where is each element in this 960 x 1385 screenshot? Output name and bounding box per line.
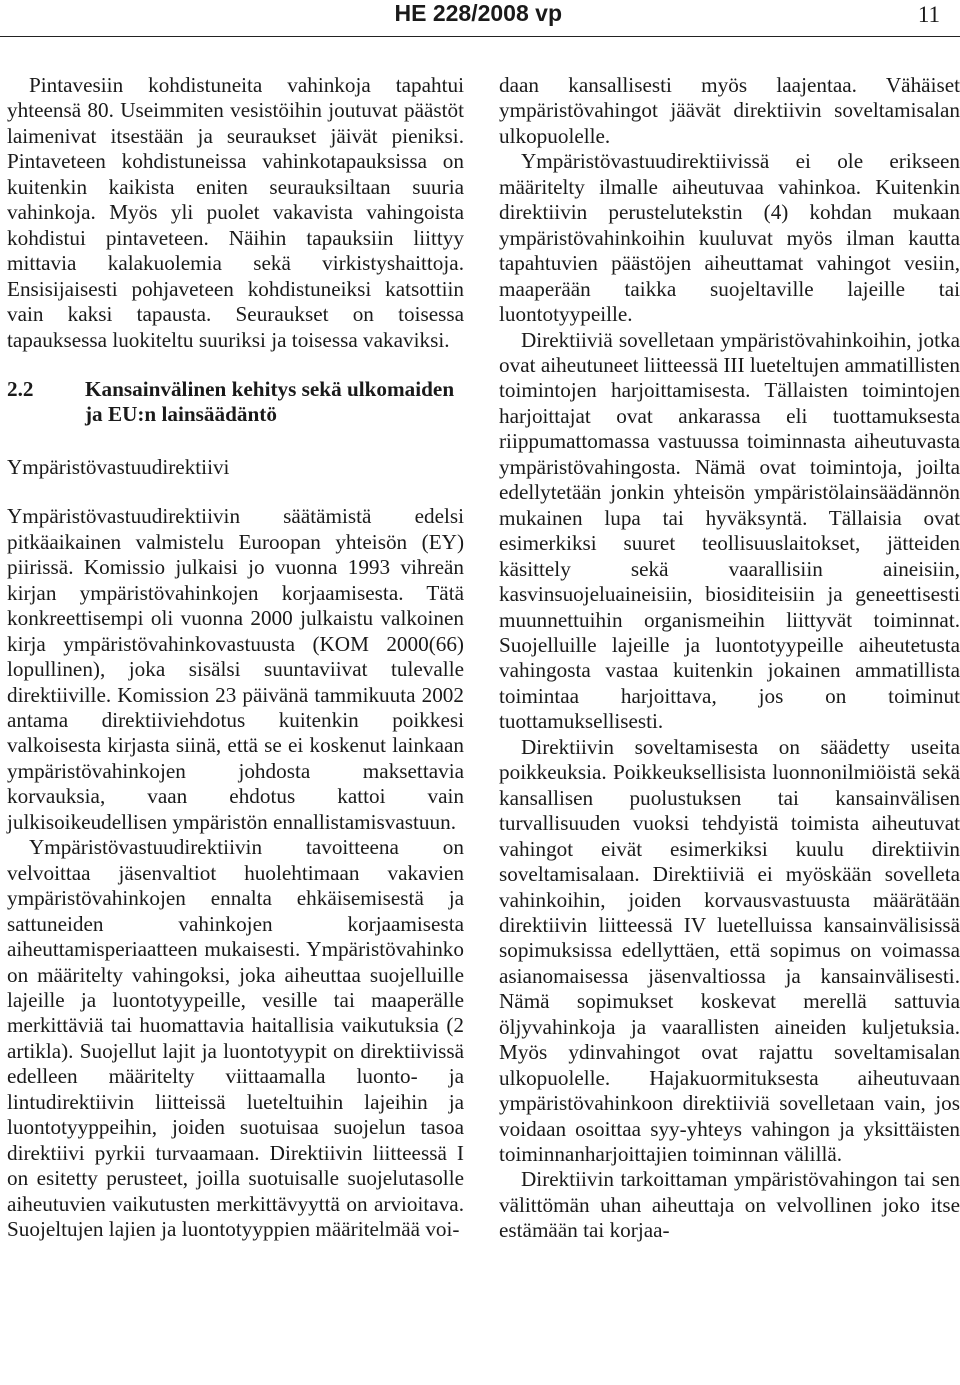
document-id: HE 228/2008 vp bbox=[394, 0, 562, 26]
paragraph: Direktiivin soveltamisesta on säädetty useita poikkeuksia. Poikkeuksellisista luonnonilmiöistä sekä kansallisen puolustuksen tai kansainvälisen turvallisuuden vuoksi tehdyistä toimista aiheutuvat vahingot eivät esimerkiksi kuulu direktiivin soveltamisalaan. Direktiiviä ei myöskään sovelleta vahinkoihin, joiden korvausvastuusta määrätään direktiivin liitteessä IV luetelluissa kansainvälisissä sopimuksissa edellyttäen, että sopimus on voimassa asianomaisessa jäsenvaltiossa ja kansainvälisesti. Nämä sopimukset koskevat merellä sattuvia öljyvahinkoja ja vaarallisten aineiden kuljetuksia. Myös ydinvahingot ovat rajattu soveltamisalan ulkopuolelle. Hajakuormituksesta aiheutuvaan ympäristövahinkoon direktiiviä sovelletaan vain, jos voidaan osoittaa syy-yhteys vahingon ja yksittäisten toiminnanharjoittajien toiminnan välillä. bbox=[499, 734, 960, 1167]
paragraph: Direktiiviä sovelletaan ympäristövahinkoihin, jotka ovat aiheutuneet liitteessä III lueteltujen ammatillisten toimintojen harjoittamisesta. Tällaisten toimintojen harjoittajat ovat ankarassa eli tuottamuksesta riippumattomassa vastuussa toiminnasta aiheutuvasta ympäristövahingosta. Nämä ovat toimintoja, joilta edellytetään jonkin yhteisön ympäristölainsäädännön mukainen lupa tai hyväksyntä. Tällaisia ovat esimerkiksi suuret teollisuuslaitokset, jätteiden käsittely sekä vaarallisiin aineisiin, kasvinsuojeluaineisiin, biosiditeisiin ja geneettisesti muunnettuihin organismeihin liittyvät toiminnat. Suojelluille lajeille ja luontotyypeille aiheutetusta vahingosta vastaa kuitenkin jokainen ammatillista toimintaa harjoittava, jos on toiminut tuottamuksellisesti. bbox=[499, 327, 960, 734]
section-number: 2.2 bbox=[7, 376, 34, 401]
page-header bbox=[0, 0, 960, 40]
section-heading bbox=[7, 377, 464, 428]
paragraph: Ympäristövastuudirektiivin säätämistä edelsi pitkäaikainen valmistelu Euroopan yhteisön (EY) piirissä. Komissio julkaisi jo vuonna 1993 vihreän kirjan ympäristövahinkojen korjaamisesta. Tätä konkreettisempi oli vuonna 2000 julkaistu valkoinen kirja ympäristövahinkovastuusta (KOM 2000(66) lopullinen), joka sisälsi suuntaviivat tulevalle direktiiville. Komission 23 päivänä tammikuuta 2002 antama direktiiviehdotus kuitenkin poikkesi valkoisesta kirjasta siinä, että se ei koskenut lainkaan ympäristövahinkojen johdosta maksettavia korvauksia, vaan ehdotus kattoi vain julkisoikeudellisen ympäristön ennallistamisvastuun. bbox=[7, 504, 464, 834]
header-divider bbox=[0, 36, 960, 37]
paragraph: Ympäristövastuudirektiivissä ei ole erikseen määritelty ilmalle aiheutuvaa vahinkoa. Kuitenkin direktiivin perustelutekstin (4) kohdan mukaan ympäristövahinkoihin kuuluvat myös ilman kautta tapahtuvien päästöjen aiheuttamat vahingot vesiin, maaperään taikka suojeltaville lajeille tai luontotyypeille. bbox=[499, 149, 960, 327]
page-number: 11 bbox=[917, 2, 940, 27]
paragraph: Ympäristövastuudirektiivin tavoitteena on velvoittaa jäsenvaltiot huolehtimaan vakavien ympäristövahinkojen ennalta ehkäisemisestä ja sattuneiden vahinkojen korjaamisesta aiheuttamisperiaatteen mukaisesti. Ympäristövahinko on määritelty vahingoksi, joka aiheuttaa suojelluille lajeille ja luontotyypeille, vesille tai maaperälle merkittäviä tai huomattavia haitallisia vaikutuksia (2 artikla). Suojellut lajit ja luontotyypit on direktiivissä edelleen määritelty viittaamalla luonto- ja lintudirektiivin liitteissä lueteltuihin lajeihin ja luontotyyppeihin, joiden suotuisaa suojelun tasoa direktiivi pyrkii turvaamaan. Direktiivin liitteessä I on esitetty perusteet, joilla suotuisalle suojelutasolle aiheutuvien vaikutusten merkittävyyttä on arvioitava. Suojeltujen lajien ja luontotyyppien määritelmää voi- bbox=[7, 835, 464, 1242]
section-title: Kansainvälinen kehitys sekä ulkomaiden ja EU:n lainsäädäntö bbox=[85, 376, 455, 427]
left-column bbox=[7, 73, 464, 1242]
paragraph: Direktiivin tarkoittaman ympäristövahingon tai sen välittömän uhan aiheuttaja on velvollinen joko itse estämään tai korjaa- bbox=[499, 1167, 960, 1243]
paragraph: Pintavesiin kohdistuneita vahinkoja tapahtui yhteensä 80. Useimmiten vesistöihin joutuvat päästöt laimenivat itsestään ja seuraukset jäivät pieniksi. Pintaveteen kohdistuneissa vahinkotapauksissa on kuitenkin kaikista eniten seurauksiltaan suuria vahinkoja. Myös yli puolet vakavista vahingoista kohdistui pintaveteen. Näihin tapauksiin liittyy mittavia kalakuolemia sekä virkistyshaittoja. Ensisijaisesti pohjaveteen kohdistuneiksi katsottiin vain kaksi tapausta. Seuraukset on toisessa tapauksessa luokiteltu suuriksi ja toisessa vakaviksi. bbox=[7, 73, 464, 352]
subheading: Ympäristövastuudirektiivi bbox=[7, 454, 230, 479]
right-column bbox=[499, 73, 960, 1244]
paragraph: daan kansallisesti myös laajentaa. Vähäiset ympäristövahingot jäävät direktiivin soveltamisalan ulkopuolelle. bbox=[499, 73, 960, 148]
